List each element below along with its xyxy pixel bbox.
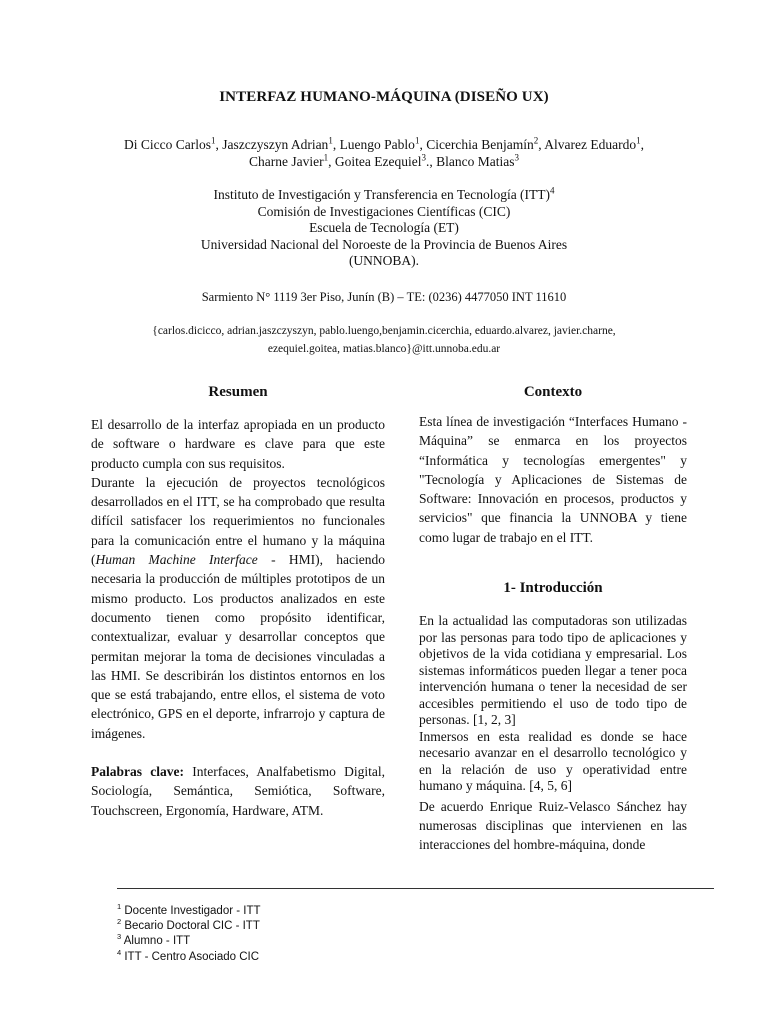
contexto-section — [419, 412, 687, 547]
postal-address: Sarmiento N° 1119 3er Piso, Junín (B) – TE: (0236) 4477050 INT 11610 — [201, 290, 567, 304]
affiliation-line: Escuela de Tecnología (ET) — [309, 220, 459, 235]
introduccion-paragraph: En la actualidad las computadoras son utilizadas por las personas para todo tipo de aplicaciones y objetivos de la vida cotidiana y empresarial. Los sistemas informáticos pueden llegar a tener poca intervención humana o tener la necesidad de ser accesibles permitiendo el uso de todo tipo de personas. [1, 2, 3] — [419, 613, 687, 727]
author: Charne Javier$^1$, — [249, 152, 335, 169]
paper-title: INTERFAZ HUMANO-MÁQUINA (DISEÑO UX) — [219, 89, 549, 105]
affiliation-line: Comisión de Investigaciones Científicas (CIC) — [257, 203, 511, 219]
resumen-paragraph: Durante la ejecución de proyectos tecnológicos desarrollados en el ITT, se ha comprobado que resulta difícil satisfacer los requerimientos no funcionales para la comunicación entre el humano y la máquina (Human Machine Interface - HMI), haciendo necesaria la producción de múltiples prototipos de un mismo producto. Los productos analizados en este documento tienen como propósito identificar, contextualizar, evaluar y desarrollar conceptos que permitan mejorar la toma de decisiones vinculadas a las HMI. Se describirán los distintos entornos en los que se está trabajando, entre ellos, el sistema de voto electrónico, GPS en el deporte, infrarrojo y captura de imágenes. — [91, 474, 385, 741]
introduccion-paragraph: Inmersos en esta realidad es donde se hace necesario avanzar en el desarrollo tecnológico y en la relación de uso y operatividad entre humano y máquina. [4, 5, 6] — [419, 728, 687, 793]
contexto-heading: Contexto — [523, 384, 583, 400]
author: Blanco Matias$^3$ — [436, 152, 519, 169]
affiliations — [80, 187, 688, 270]
email-line: {carlos.dicicco, adrian.jaszczyszyn, pablo.luengo,benjamin.cicerchia, eduardo.alvarez, javier.charne, — [152, 325, 616, 337]
keywords: Palabras clave: Interfaces, Analfabetismo Digital, Sociología, Semántica, Semiótica, Software, Touchscreen, Ergonomía, Hardware, ATM. — [91, 764, 386, 818]
introduccion-paragraph: De acuerdo Enrique Ruiz-Velasco Sánchez hay numerosas disciplinas que intervienen en las interacciones del hombre-máquina, donde — [419, 798, 687, 853]
footnote: $^2$ Becario Doctoral CIC - ITT — [117, 917, 260, 933]
email-line: ezequiel.goitea, matias.blanco}@itt.unnoba.edu.ar — [267, 343, 501, 355]
affiliation-line: (UNNOBA). — [348, 253, 420, 268]
footnote: $^1$ Docente Investigador - ITT — [117, 902, 261, 917]
resumen-heading: Resumen — [208, 384, 268, 400]
affiliation-line: Universidad Nacional del Noroeste de la Provincia de Buenos Aires — [200, 236, 568, 252]
author: Cicerchia Benjamín$^2$, — [426, 135, 545, 152]
affiliation-line: Instituto de Investigación y Transferencia en Tecnología (ITT)$^4$ — [213, 185, 555, 202]
introduccion-section — [419, 613, 687, 854]
introduccion-heading: 1- Introducción — [503, 580, 603, 596]
resumen-section — [91, 415, 385, 820]
footnote-divider — [117, 888, 714, 889]
footnotes — [117, 904, 261, 965]
author: Alvarez Eduardo$^1$, — [544, 135, 645, 152]
author: Luengo Pablo$^1$, — [339, 135, 427, 152]
email-list — [110, 322, 658, 358]
footnote: $^3$ Alumno - ITT — [117, 932, 191, 948]
author: Jaszczyszyn Adrian$^1$, — [222, 135, 340, 152]
resumen-paragraph: El desarrollo de la interfaz apropiada en un producto de software o hardware es clave para que este producto cumpla con sus requisitos. — [91, 417, 385, 471]
author-list — [80, 136, 688, 170]
author: Di Cicco Carlos$^1$, — [123, 135, 223, 152]
footnote: $^4$ ITT - Centro Asociado CIC — [117, 947, 260, 963]
contexto-paragraph: Esta línea de investigación “Interfaces Humano - Máquina” se enmarca en los proyectos “Informática y tecnologías emergentes" y "Tecnología y Aplicaciones de Sistemas de Software: Innovación en procesos, productos y servicios" que financia la UNNOBA y tiene como lugar de trabajo en el ITT. — [419, 414, 687, 545]
author: Goitea Ezequiel$^3$., — [334, 152, 437, 169]
